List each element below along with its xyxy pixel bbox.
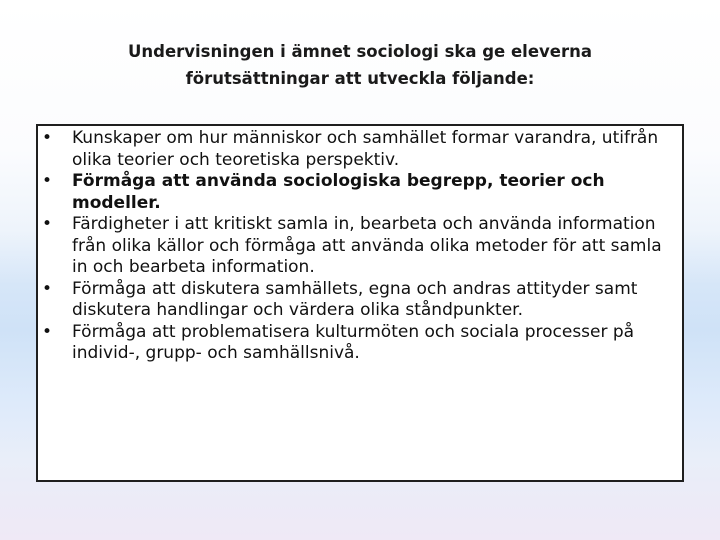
bullet-list [38, 128, 678, 365]
bullet-item-5 [38, 322, 678, 365]
bullet-text-1: Kunskaper om hur människor och samhället formar varandra, utifrån olika teorier och teoretiska perspektiv. [72, 128, 659, 170]
bullet-item-2 [38, 171, 678, 214]
bullet-item-3 [38, 214, 678, 279]
bullet-point-icon: • [42, 321, 53, 342]
bullet-point-icon: • [42, 128, 53, 148]
bullet-point-icon: • [42, 214, 53, 234]
slide-title [0, 38, 720, 92]
slide-title-line-1: Undervisningen i ämnet sociologi ska ge eleverna [127, 42, 592, 61]
bullet-point-icon: • [42, 278, 53, 299]
bullet-text-5: Förmåga att problematisera kulturmöten och sociala processer på individ-, grupp- och samhällsnivå. [72, 321, 635, 363]
bullet-text-2: Förmåga att använda sociologiska begrepp, teorier och modeller. [72, 171, 605, 213]
content-box [36, 124, 684, 482]
bullet-point-icon: • [42, 171, 53, 191]
bullet-text-4: Förmåga att diskutera samhällets, egna och andras attityder samt diskutera handlingar och värdera olika ståndpunkter. [72, 278, 638, 320]
bullet-text-3: Färdigheter i att kritiskt samla in, bearbeta och använda information från olika källor och förmåga att använda olika metoder för att samla in och bearbeta information. [72, 214, 662, 277]
bullet-item-1 [38, 128, 678, 171]
bullet-item-4 [38, 279, 678, 322]
slide-title-line-2: förutsättningar att utveckla följande: [185, 69, 535, 88]
